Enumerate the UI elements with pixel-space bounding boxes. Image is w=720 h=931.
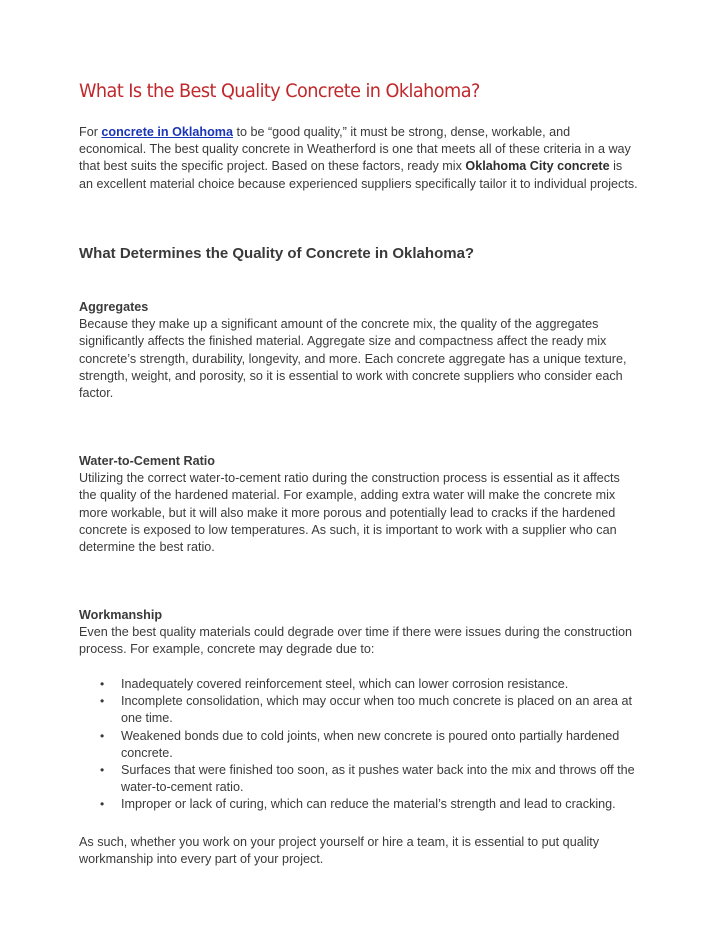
- concrete-in-oklahoma-link[interactable]: concrete in Oklahoma: [101, 125, 233, 139]
- workmanship-body: Even the best quality materials could degrade over time if there were issues during the construction process. For example, concrete may degrade due to:: [79, 625, 633, 657]
- intro-text-2: to be “good quality,” it must be strong, dense, workable, and economical. The best quality concrete in Weatherford is one that meets all of these criteria in a way that best suits the specific project. Based on these factors, ready mix: [79, 125, 631, 174]
- water-cement-section: [79, 453, 639, 556]
- bullet-icon: •: [100, 677, 105, 691]
- aggregates-body: Because they make up a significant amount of the concrete mix, the quality of the aggregates significantly affects the finished material. Aggregate size and compactness affect the ready mix concrete’s strength, durability, longevity, and more. Each concrete aggregate has a unique texture, strength, weight, and porosity, so it is essential to work with concrete suppliers who consider each factor.: [79, 317, 627, 401]
- intro-text-3: is an excellent material choice because experienced suppliers specifically tailor it to individual projects.: [79, 159, 638, 191]
- list-item-text: Inadequately covered reinforcement steel, which can lower corrosion resistance.: [121, 677, 569, 691]
- workmanship-section: [79, 607, 639, 659]
- list-item: [79, 762, 639, 796]
- list-item: [79, 693, 639, 727]
- bullet-icon: •: [100, 694, 105, 709]
- workmanship-heading: Workmanship: [79, 608, 163, 622]
- list-item: [79, 728, 639, 762]
- list-item-text: Improper or lack of curing, which can reduce the material’s strength and lead to cracking.: [121, 797, 616, 812]
- intro-paragraph: [79, 124, 639, 193]
- intro-bold-term: Oklahoma City concrete: [465, 159, 610, 174]
- bullet-icon: •: [100, 728, 105, 743]
- list-item: [79, 676, 639, 693]
- bullet-icon: •: [100, 797, 105, 812]
- list-item-text: Incomplete consolidation, which may occur when too much concrete is placed on an area at one time.: [121, 694, 633, 726]
- degradation-causes-list: [79, 676, 639, 814]
- list-item: [79, 796, 639, 813]
- section-heading: What Determines the Quality of Concrete in Oklahoma?: [79, 245, 475, 262]
- bullet-icon: •: [100, 763, 105, 778]
- water-cement-heading: Water-to-Cement Ratio: [79, 454, 215, 468]
- list-item-text: Weakened bonds due to cold joints, when new concrete is poured onto partially hardened concrete.: [121, 728, 620, 760]
- page-title: What Is the Best Quality Concrete in Oklahoma?: [79, 80, 480, 102]
- intro-text-1: For: [79, 125, 102, 139]
- list-item-text: Surfaces that were finished too soon, as it pushes water back into the mix and throws off the water-to-cement ratio.: [121, 763, 635, 795]
- water-cement-body: Utilizing the correct water-to-cement ratio during the construction process is essential as it affects the quality of the hardened material. For example, adding extra water will make the concrete mix more workable, but it will also make it more porous and potentially lead to cracks if the hardened concrete is exposed to low temperatures. As such, it is important to work with a supplier who can determine the best ratio.: [79, 471, 620, 555]
- aggregates-section: [79, 299, 639, 402]
- closing-paragraph: As such, whether you work on your project yourself or hire a team, it is essential to put quality workmanship into every part of your project.: [79, 835, 600, 867]
- aggregates-heading: Aggregates: [79, 300, 149, 314]
